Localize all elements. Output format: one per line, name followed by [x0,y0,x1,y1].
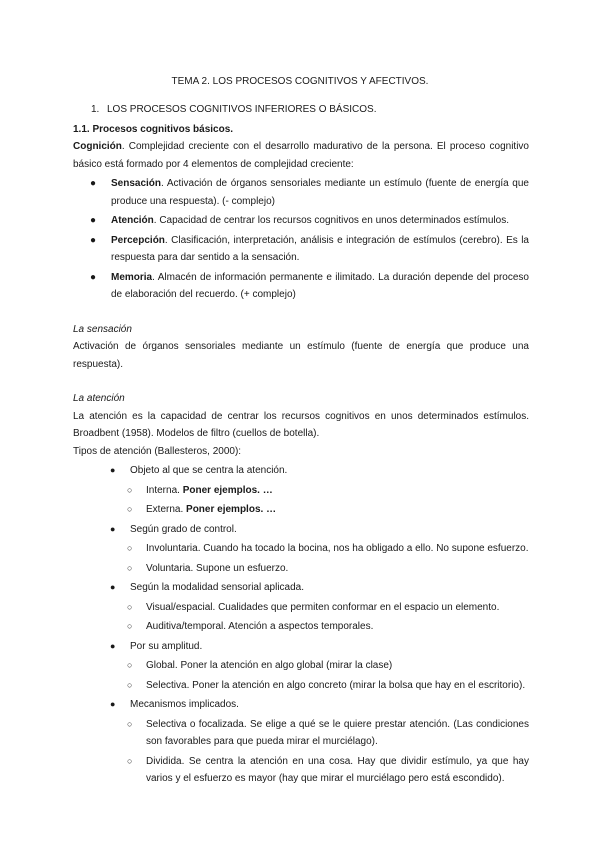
spacer [73,304,529,321]
circle-bullet-icon: ○ [127,755,133,766]
types-list [73,462,529,788]
item-term: Atención [111,215,154,226]
cognicion-text: . Complejidad creciente con el desarrollo madurativo de la persona. El proceso cognitivo básico está formado por 4 elementos de complejidad creciente: [73,141,529,170]
sub-list-item [127,677,529,695]
circle-bullet-icon: ○ [127,679,133,690]
item-text: Selectiva. Poner la atención en algo concreto (mirar la bolsa que hay en el escritorio). [146,679,526,691]
type-label: Según la modalidad sensorial aplicada. [130,582,305,593]
cognicion-paragraph [73,138,529,173]
list-item [90,212,529,230]
item-text: Global. Poner la atención en algo global (mirar la clase) [146,660,393,671]
item-text: Externa. [146,504,187,515]
types-intro: Tipos de atención (Ballesteros, 2000): [73,445,242,457]
item-text: Selectiva o focalizada. Se elige a qué se le quiere prestar atención. (Las condiciones son favorables para que pueda mirar el murciélago). [146,718,529,747]
item-text: Involuntaria. Cuando ha tocado la bocina, nos ha obligado a ello. No supone esfuerzo. [146,543,529,554]
list-item [110,696,529,714]
sub-list-item [127,753,529,788]
page-title: TEMA 2. LOS PROCESOS COGNITIVOS Y AFECTIVOS. [171,76,429,87]
item-text: . Clasificación, interpretación, análisis e integración de estímulos (cerebro). Es la respuesta para dar sentido a la sensación. [111,234,529,263]
circle-bullet-icon: ○ [127,562,133,573]
item-text: . Capacidad de centrar los recursos cognitivos en unos determinados estímulos. [153,215,509,226]
bullet-icon: ● [110,523,116,534]
bullet-icon: ● [110,465,116,475]
type-label: Por su amplitud. [130,640,203,652]
atencion-paragraph: La atención es la capacidad de centrar los recursos cognitivos en unos determinados estímulos. Broadbent (1958). Modelos de filtro (cuellos de botella). [73,410,529,439]
list-item [90,269,529,304]
circle-bullet-icon: ○ [127,660,133,670]
section-heading [73,101,529,119]
sub-list-item [127,501,529,519]
item-term: Sensación [111,178,162,189]
sub-list-item [127,716,529,751]
circle-bullet-icon: ○ [127,621,133,631]
list-item [90,175,529,210]
circle-bullet-icon: ○ [127,601,133,612]
item-text: . Almacén de información permanente e ilimitado. La duración depende del proceso de elaboración del recuerdo. (+ complejo) [111,271,529,300]
cognicion-term: Cognición [73,141,122,152]
sub-list-item [127,599,529,617]
sub-list-item [127,657,529,675]
item-term: Percepción [111,234,165,246]
bullet-icon: ● [90,215,97,226]
item-text: Voluntaria. Supone un esfuerzo. [146,562,289,574]
type-label: Según grado de control. [130,523,237,535]
bullet-icon: ● [110,699,116,709]
spacer [73,373,529,390]
type-label: Mecanismos implicados. [130,699,239,710]
circle-bullet-icon: ○ [127,543,133,553]
item-text: Dividida. Se centra la atención en una cosa. Hay que dividir estímulo, ya que hay varios y el esfuerzo es mayor (hay que mirar el murciélago pero está escondido). [146,755,529,784]
bullet-icon: ● [110,582,116,592]
item-bold: Poner ejemplos. [186,504,264,515]
section-number: 1. [91,104,100,115]
atencion-heading: La atención [73,393,125,404]
item-text: Interna. [146,484,183,496]
item-bold: Poner ejemplos. [182,484,260,496]
type-label: Objeto al que se centra la atención. [130,465,288,476]
bullet-icon: ● [110,640,116,651]
sensacion-paragraph: Activación de órganos sensoriales mediante un estímulo (fuente de energía que produce una respuesta). [73,341,529,370]
sub-list-item [127,560,529,578]
item-term: Memoria [111,271,153,283]
sub-list-item [127,618,529,636]
circle-bullet-icon: ○ [127,504,133,514]
list-item [110,521,529,539]
list-item [110,638,529,656]
bullet-icon: ● [90,271,97,283]
list-item [110,462,529,480]
list-item [90,232,529,267]
elements-list [73,175,529,304]
bullet-icon: ● [90,178,97,189]
circle-bullet-icon: ○ [127,484,133,495]
document-body [73,101,529,788]
item-text: Auditiva/temporal. Atención a aspectos temporales. [146,621,374,632]
item-extra: … [266,504,277,515]
item-text: . Activación de órganos sensoriales mediante un estímulo (fuente de energía que produce una respuesta). (- complejo) [111,178,529,207]
item-extra: … [262,484,273,496]
subsection-heading: 1.1. Procesos cognitivos básicos. [73,123,234,135]
sensacion-heading: La sensación [73,323,132,335]
bullet-icon: ● [90,234,97,246]
sub-list-item [127,482,529,500]
circle-bullet-icon: ○ [127,718,133,729]
item-text: Visual/espacial. Cualidades que permiten conformar en el espacio un elemento. [146,601,500,613]
section-title: LOS PROCESOS COGNITIVOS INFERIORES O BÁSICOS. [107,104,377,115]
sub-list-item [127,540,529,558]
list-item [110,579,529,597]
